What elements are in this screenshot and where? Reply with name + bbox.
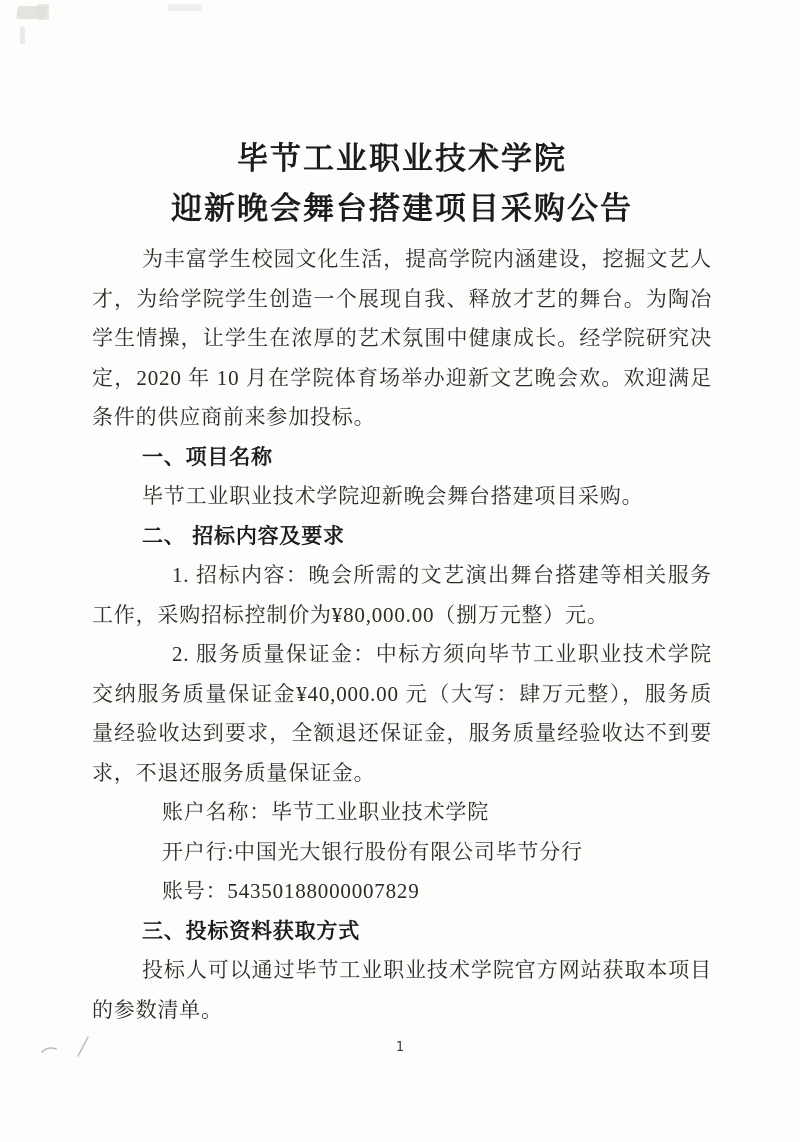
scan-smudge bbox=[168, 4, 202, 11]
account-number-line: 账号：54350188000007829 bbox=[162, 879, 420, 903]
document-content bbox=[92, 134, 712, 1030]
document-title bbox=[92, 134, 712, 234]
section-3-heading: 三、投标资料获取方式 bbox=[142, 919, 360, 943]
section-1-heading: 一、项目名称 bbox=[142, 445, 273, 469]
document-title-line2: 迎新晚会舞台搭建项目采购公告 bbox=[171, 191, 633, 226]
section-3-body: 投标人可以通过毕节工业职业技术学院官方网站获取本项目的参数清单。 bbox=[92, 958, 712, 1022]
section-1-body: 毕节工业职业技术学院迎新晚会舞台搭建项目采购。 bbox=[142, 484, 644, 508]
account-name-line: 账户名称：毕节工业职业技术学院 bbox=[162, 800, 489, 824]
handwritten-pen-mark bbox=[38, 1032, 108, 1066]
section-2-item-2: 2. 服务质量保证金：中标方须向毕节工业职业技术学院交纳服务质量保证金¥40,000.00 元（大写：肆万元整），服务质量经验收达到要求，全额退还保证金，服务质量经验收达不到要求，不退还服务质量保证金。 bbox=[92, 642, 712, 785]
intro-paragraph: 为丰富学生校园文化生活，提高学院内涵建设，挖掘文艺人才，为给学院学生创造一个展现自我、释放才艺的舞台。为陶冶学生情操，让学生在浓厚的艺术氛围中健康成长。经学院研究决定，2020 年 10 月在学院体育场举办迎新文艺晚会欢。欢迎满足条件的供应商前来参加投标。 bbox=[92, 247, 712, 429]
scan-smudge bbox=[37, 4, 49, 20]
bank-line: 开户行:中国光大银行股份有限公司毕节分行 bbox=[162, 839, 583, 864]
page-number: 1 bbox=[395, 1040, 405, 1055]
document-body bbox=[92, 240, 712, 1030]
scan-smudge bbox=[20, 27, 25, 44]
section-2-item-1: 1. 招标内容：晚会所需的文艺演出舞台搭建等相关服务工作，采购招标控制价为¥80,000.00（捌万元整）元。 bbox=[92, 563, 712, 627]
document-title-line1: 毕节工业职业技术学院 bbox=[237, 141, 567, 176]
section-2-heading: 二、 招标内容及要求 bbox=[142, 524, 345, 548]
